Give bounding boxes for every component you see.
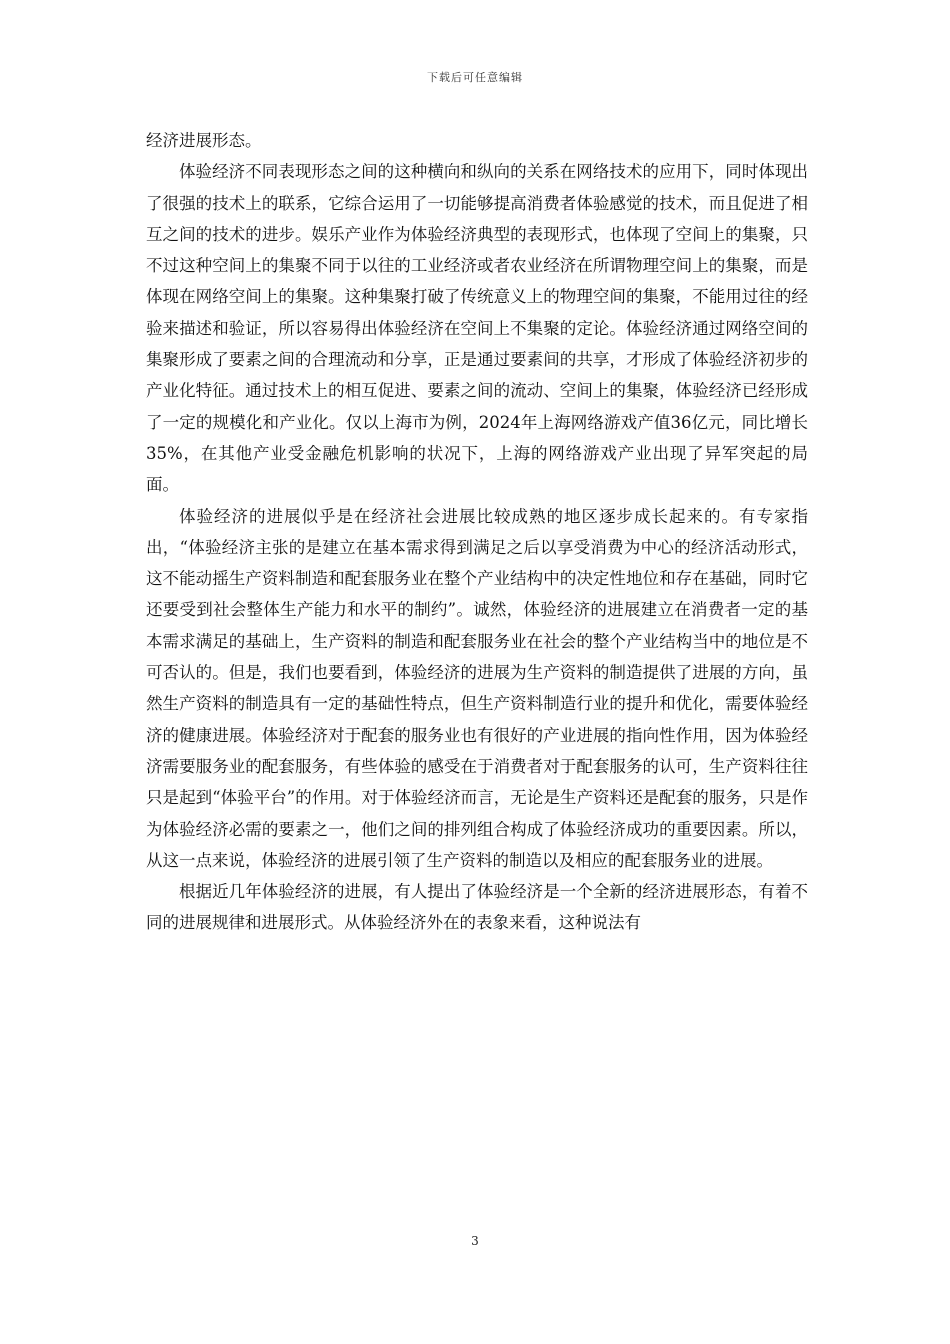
paragraph-4: 根据近几年体验经济的进展，有人提出了体验经济是一个全新的经济进展形态，有着不同的进展规律和进展形式。从体验经济外在的表象来看，这种说法有 [146, 882, 808, 933]
page-number: 3 [471, 1234, 479, 1248]
document-body [146, 125, 808, 939]
header-note: 下载后可任意编辑 [427, 71, 523, 84]
paragraph-3: 体验经济的进展似乎是在经济社会进展比较成熟的地区逐步成长起来的。有专家指出，“体验经济主张的是建立在基本需求得到满足之后以享受消费为中心的经济活动形式，这不能动摇生产资料制造和配套服务业在整个产业结构中的决定性地位和存在基础，同时它还要受到社会整体生产能力和水平的制约”。诚然，体验经济的进展建立在消费者一定的基本需求满足的基础上，生产资料的制造和配套服务业在社会的整个产业结构当中的地位是不可否认的。但是，我们也要看到，体验经济的进展为生产资料的制造提供了进展的方向，虽然生产资料的制造具有一定的基础性特点，但生产资料制造行业的提升和优化，需要体验经济的健康进展。体验经济对于配套的服务业也有很好的产业进展的指向性作用，因为体验经济需要服务业的配套服务，有些体验的感受在于消费者对于配套服务的认可，生产资料往往只是起到“体验平台”的作用。对于体验经济而言，无论是生产资料还是配套的服务，只是作为体验经济必需的要素之一，他们之间的排列组合构成了体验经济成功的重要因素。所以，从这一点来说，体验经济的进展引领了生产资料的制造以及相应的配套服务业的进展。 [146, 506, 808, 870]
paragraph-1: 经济进展形态。 [146, 131, 262, 150]
paragraph-2: 体验经济不同表现形态之间的这种横向和纵向的关系在网络技术的应用下，同时体现出了很强的技术上的联系，它综合运用了一切能够提高消费者体验感觉的技术，而且促进了相互之间的技术的进步。娱乐产业作为体验经济典型的表现形式，也体现了空间上的集聚，只不过这种空间上的集聚不同于以往的工业经济或者农业经济在所谓物理空间上的集聚，而是体现在网络空间上的集聚。这种集聚打破了传统意义上的物理空间的集聚，不能用过往的经验来描述和验证，所以容易得出体验经济在空间上不集聚的定论。体验经济通过网络空间的集聚形成了要素之间的合理流动和分享，正是通过要素间的共享，才形成了体验经济初步的产业化特征。通过技术上的相互促进、要素之间的流动、空间上的集聚，体验经济已经形成了一定的规模化和产业化。仅以上海市为例，2024年上海网络游戏产值36亿元，同比增长35%，在其他产业受金融危机影响的状况下，上海的网络游戏产业出现了异军突起的局面。 [146, 162, 808, 495]
